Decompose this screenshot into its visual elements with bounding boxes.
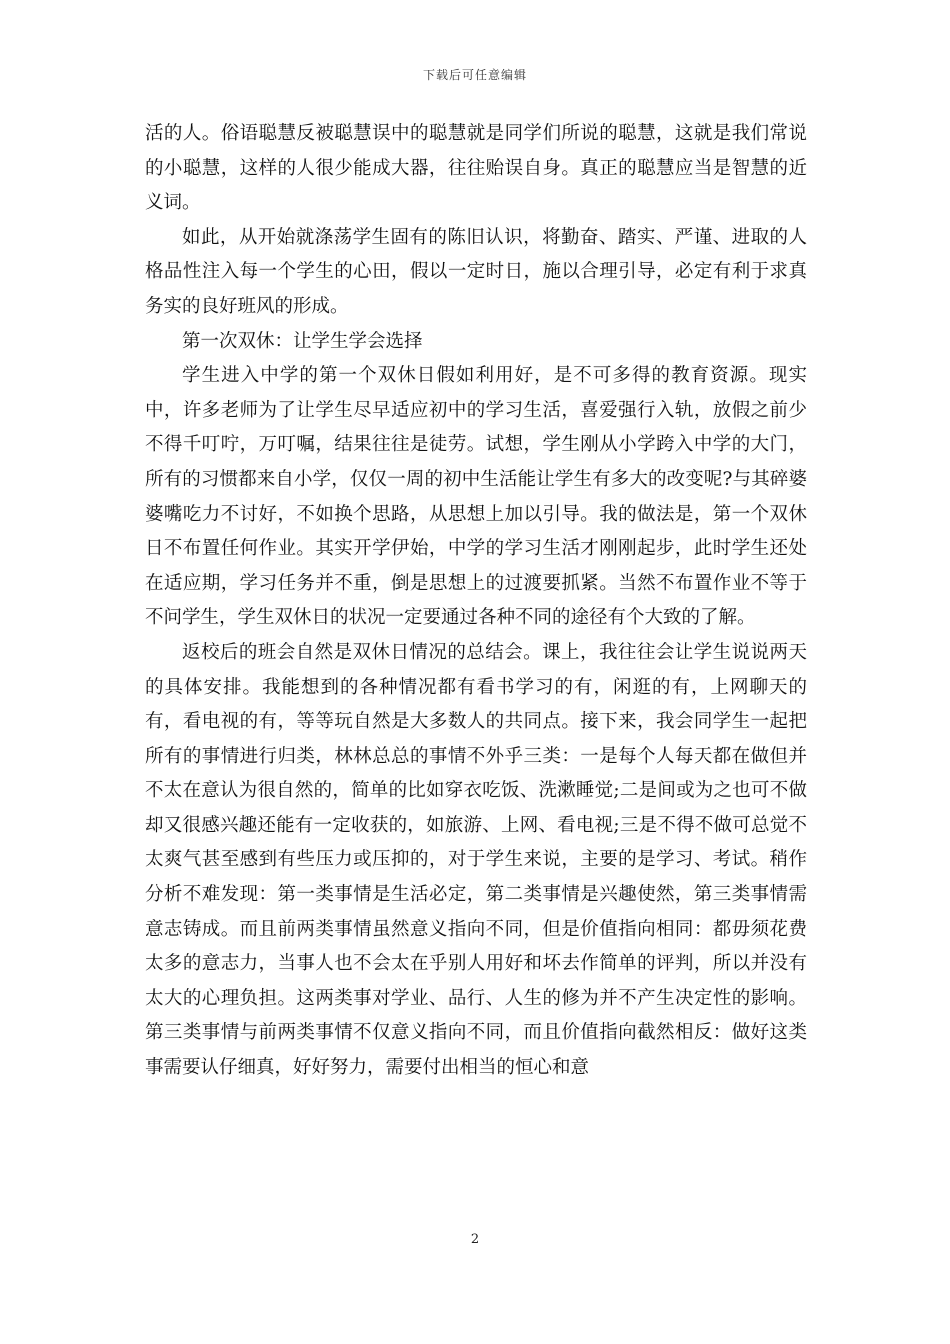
page-header: 下载后可任意编辑 bbox=[422, 68, 527, 82]
page-number: 2 bbox=[470, 1232, 480, 1247]
paragraph: 学生进入中学的第一个双休日假如利用好，是不可多得的教育资源。现实中，许多老师为了让学生尽早适应初中的学习生活，喜爱强行入轨，放假之前少不得千叮咛，万叮嘱，结果往往是徒劳。试想，学生刚从小学跨入中学的大门，所有的习惯都来自小学，仅仅一周的初中生活能让学生有多大的改变呢?与其碎婆婆嘴吃力不讨好，不如换个思路，从思想上加以引导。我的做法是，第一个双休日不布置任何作业。其实开学伊始，中学的学习生活才刚刚起步，此时学生还处在适应期，学习任务并不重，倒是思想上的过渡要抓紧。当然不布置作业不等于不问学生，学生双休日的状况一定要通过各种不同的途径有个大致的了解。 bbox=[145, 365, 807, 629]
paragraph: 活的人。俗语聪慧反被聪慧误中的聪慧就是同学们所说的聪慧，这就是我们常说的小聪慧，这样的人很少能成大器，往往贻误自身。真正的聪慧应当是智慧的近义词。 bbox=[145, 123, 807, 214]
section-heading: 第一次双休：让学生学会选择 bbox=[182, 330, 423, 352]
paragraph: 如此，从开始就涤荡学生固有的陈旧认识，将勤奋、踏实、严谨、进取的人格品性注入每一个学生的心田，假以一定时日，施以合理引导，必定有利于求真务实的良好班风的形成。 bbox=[145, 226, 807, 317]
paragraph: 返校后的班会自然是双休日情况的总结会。课上，我往往会让学生说说两天的具体安排。我能想到的各种情况都有看书学习的有，闲逛的有，上网聊天的有，看电视的有，等等玩自然是大多数人的共同点。接下来，我会同学生一起把所有的事情进行归类，林林总总的事情不外乎三类：一是每个人每天都在做但并不太在意认为很自然的，简单的比如穿衣吃饭、洗漱睡觉;二是间或为之也可不做却又很感兴趣还能有一定收获的，如旅游、上网、看电视;三是不得不做可总觉不太爽气甚至感到有些压力或压抑的，对于学生来说，主要的是学习、考试。稍作分析不难发现：第一类事情是生活必定，第二类事情是兴趣使然，第三类事情需意志铸成。而且前两类事情虽然意义指向不同，但是价值指向相同：都毋须花费太多的意志力，当事人也不会太在乎别人用好和坏去作简单的评判，所以并没有太大的心理负担。这两类事对学业、品行、人生的修为并不产生决定性的影响。第三类事情与前两类事情不仅意义指向不同，而且价值指向截然相反：做好这类事需要认仔细真，好好努力，需要付出相当的恒心和意 bbox=[145, 641, 807, 1079]
document-body bbox=[145, 117, 807, 1086]
